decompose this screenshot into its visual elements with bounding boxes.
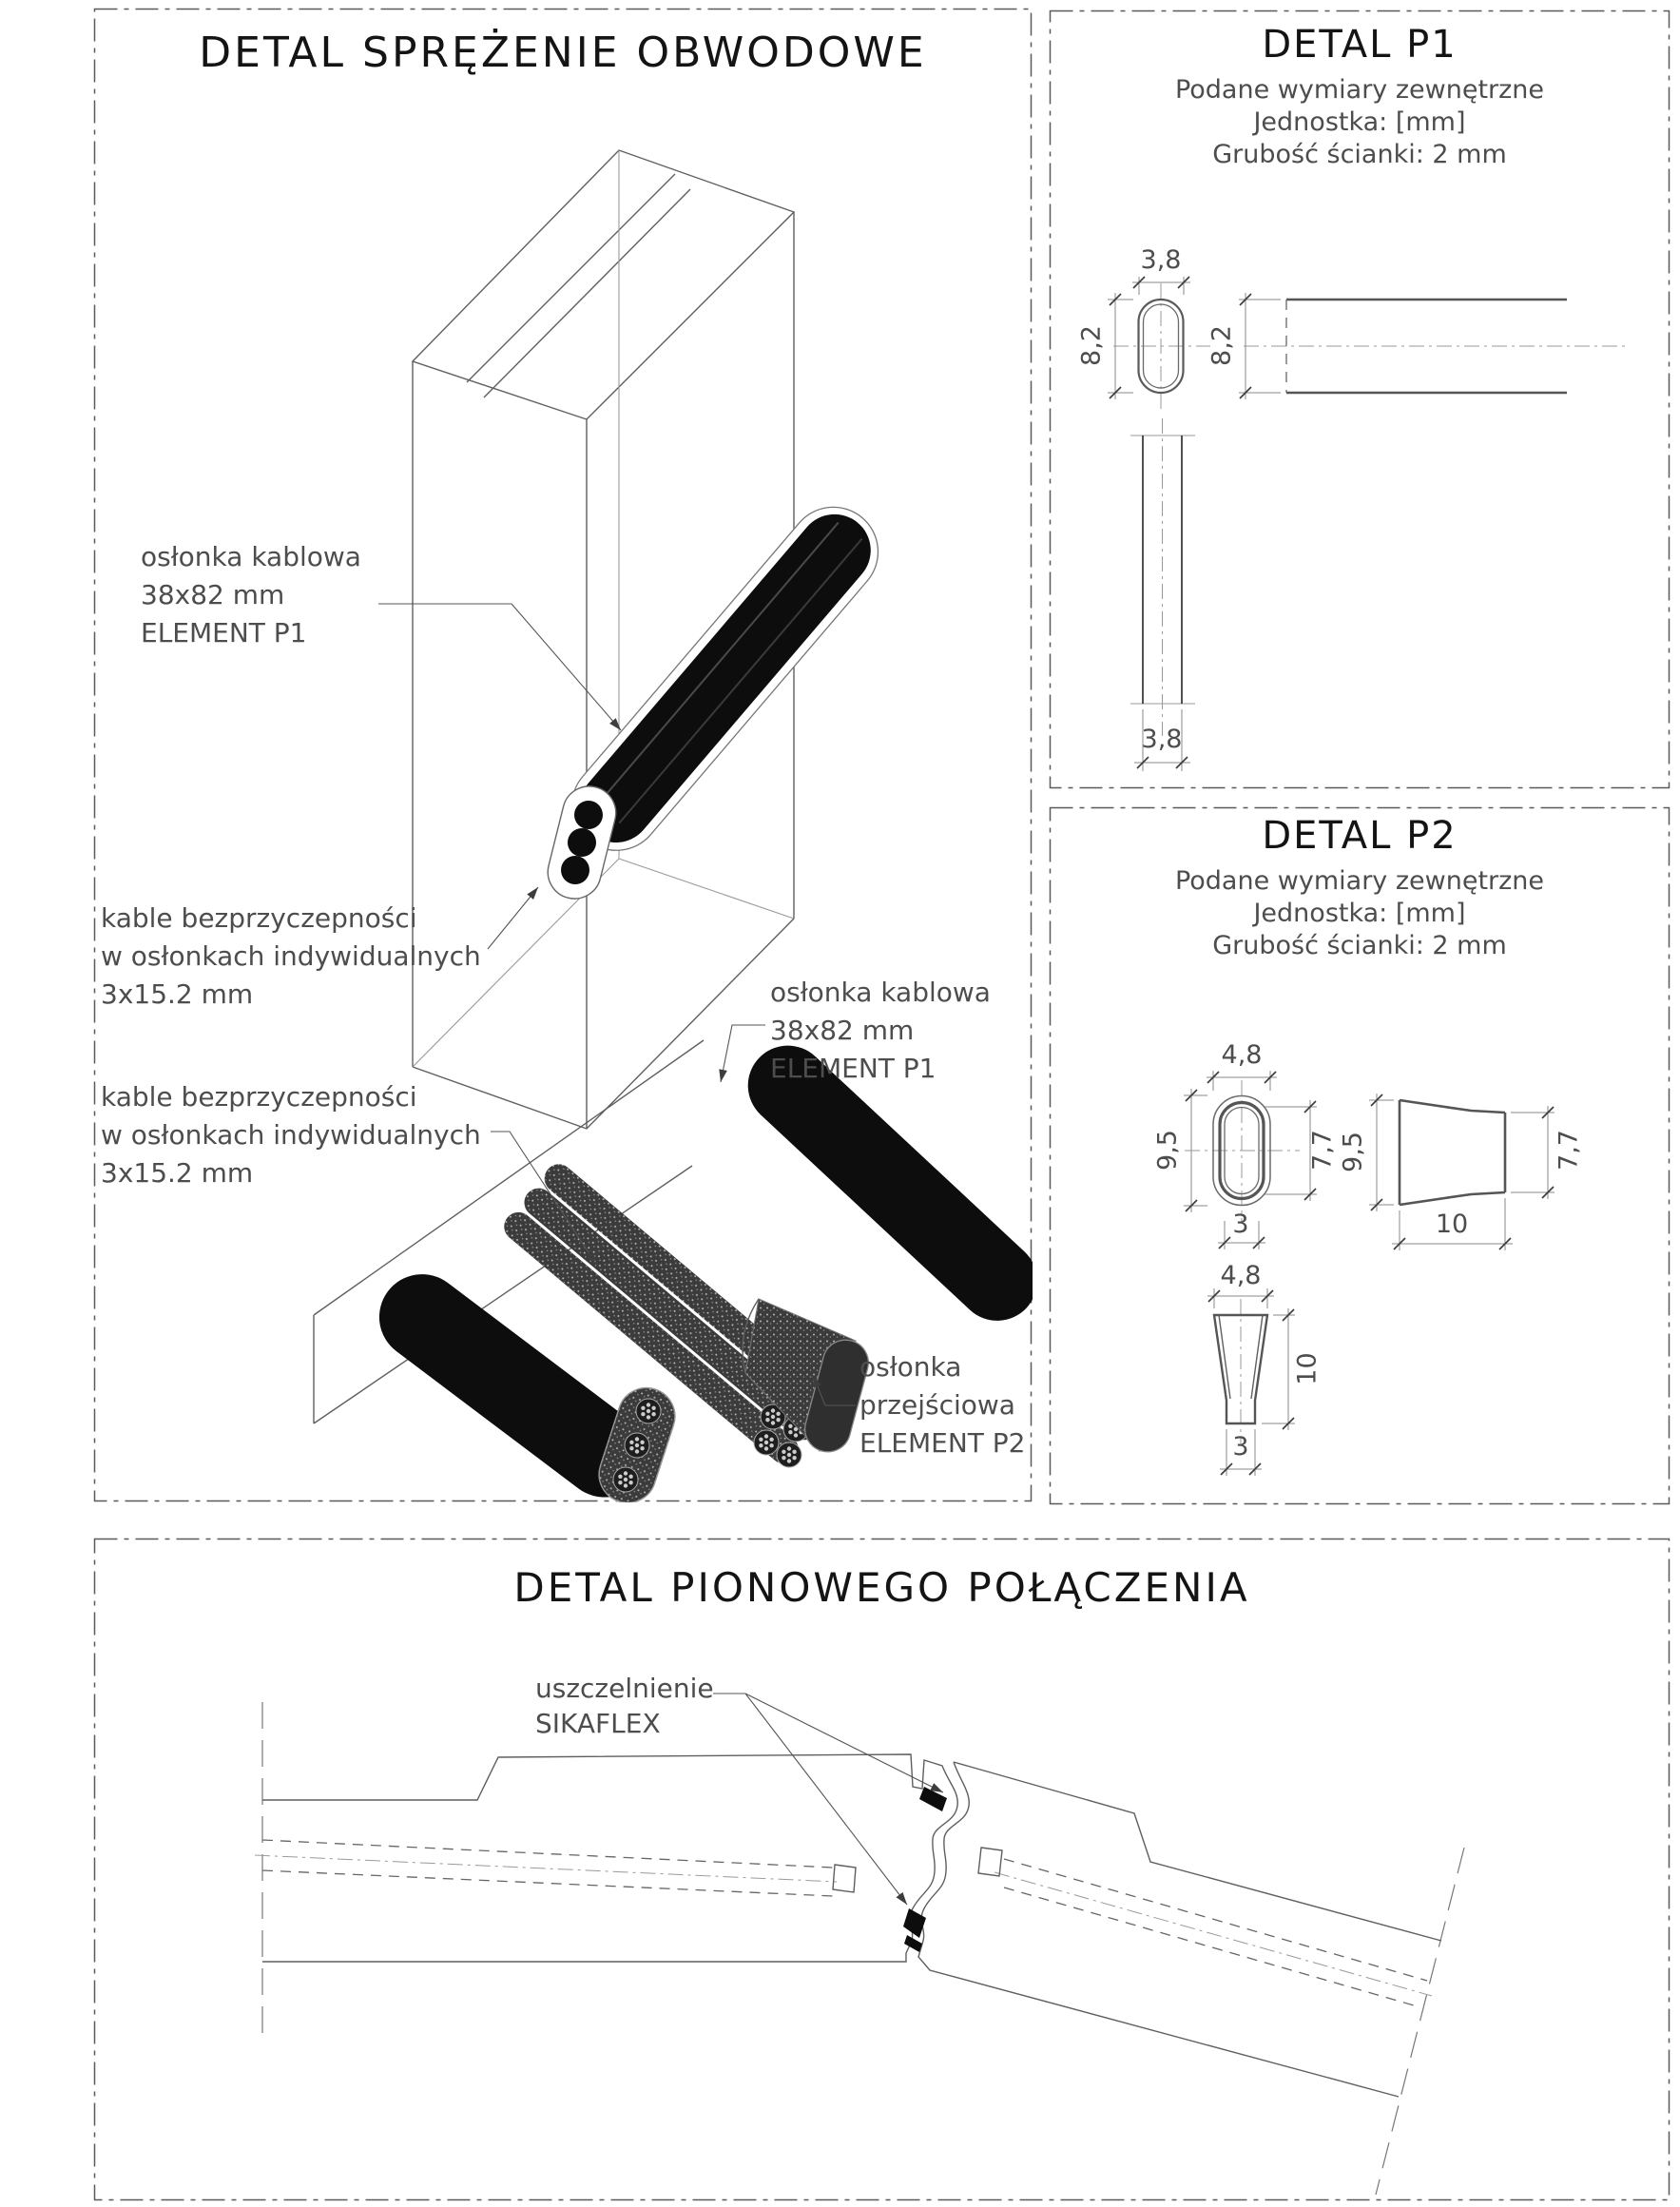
p2-dim-plan-width: 4,8 [1220,1261,1262,1290]
p1-note-2: Jednostka: [mm] [1253,107,1466,137]
p2-note-1: Podane wymiary zewnętrzne [1174,866,1545,896]
p1-title: DETAL P1 [1262,23,1458,67]
label-line: w osłonkach indywidualnych [101,1119,481,1151]
label-line: ELEMENT P1 [141,617,307,649]
label-line: 3x15.2 mm [101,1157,254,1189]
label-line: kable bezprzyczepności [101,1081,417,1113]
label-line: 38x82 mm [770,1015,915,1046]
p2-dim-side-small-height: 7,7 [1554,1130,1584,1171]
p1-dim-plan-width: 3,8 [1141,725,1183,754]
vertical-joint-drawing [93,1538,1670,2201]
p2-dim-plan-small-width: 3 [1232,1432,1249,1462]
obwodowe-drawing [93,8,1033,1502]
label-line: osłonka kablowa [770,977,991,1008]
leader-cables-top [488,887,538,949]
label-cables-top [101,900,481,1014]
p2-notes [1049,865,1670,962]
p1-dim-cross-height: 8,2 [1076,325,1107,366]
label-line: ELEMENT P1 [770,1053,937,1084]
label-line: uszczelnienie [535,1673,714,1704]
p1-notes [1049,74,1670,171]
label-line: 3x15.2 mm [101,978,254,1010]
leader-seal-bottom [745,1694,907,1905]
p2-dim-side-height: 9,5 [1338,1132,1368,1172]
left-panel-profile [255,1754,957,1962]
label-duct-exploded [770,974,991,1088]
p1-cross-section [1108,277,1210,409]
p2-dim-side-length: 10 [1435,1210,1469,1239]
p1-plan-view [1130,418,1195,771]
label-cables-exploded [101,1078,481,1192]
label-line: przejściowa [859,1389,1015,1421]
p1-note-1: Podane wymiary zewnętrzne [1174,75,1545,105]
label-sleeve [859,1348,1025,1462]
label-line: osłonka kablowa [141,541,361,572]
p1-dim-side-height: 8,2 [1207,325,1237,366]
p1-side-view [1239,293,1625,399]
label-line: 38x82 mm [141,579,285,610]
panel-detal-p1 [1049,10,1670,789]
panel-pionowe-polaczenie [93,1538,1670,2201]
sealant-marks [903,1787,947,1952]
right-panel-profile [918,1762,1441,2097]
p2-dim-cross-inner-height: 7,7 [1307,1130,1338,1171]
panel-detal-p2 [1049,806,1670,1505]
label-line: w osłonkach indywidualnych [101,940,481,972]
label-duct-top [141,538,361,652]
p2-dim-cross-height: 9,5 [1152,1130,1183,1171]
p2-title: DETAL P2 [1262,814,1458,858]
p2-dim-plan-length: 10 [1292,1352,1323,1385]
leader-seal-top [745,1694,943,1792]
label-line: ELEMENT P2 [859,1427,1026,1459]
p2-dim-cross-inner-width: 3 [1232,1210,1249,1239]
cable-duct-3d [542,489,896,904]
leader-duct-top [378,604,621,730]
p2-dim-cross-width: 4,8 [1221,1040,1263,1070]
label-line: kable bezprzyczepności [101,902,417,934]
obwodowe-title: DETAL SPRĘŻENIE OBWODOWE [199,29,927,77]
p1-note-3: Grubość ścianki: 2 mm [1212,140,1507,169]
break-line-right [1376,1848,1464,2195]
p2-note-2: Jednostka: [mm] [1253,899,1466,928]
label-line: osłonka [859,1351,962,1383]
label-seal [535,1671,714,1741]
p1-dim-cross-width: 3,8 [1140,245,1182,275]
p2-note-3: Grubość ścianki: 2 mm [1212,931,1507,960]
vertical-joint-title: DETAL PIONOWEGO POŁĄCZENIA [513,1564,1250,1611]
panel-sprezenie-obwodowe [93,8,1033,1502]
label-line: SIKAFLEX [535,1708,661,1739]
